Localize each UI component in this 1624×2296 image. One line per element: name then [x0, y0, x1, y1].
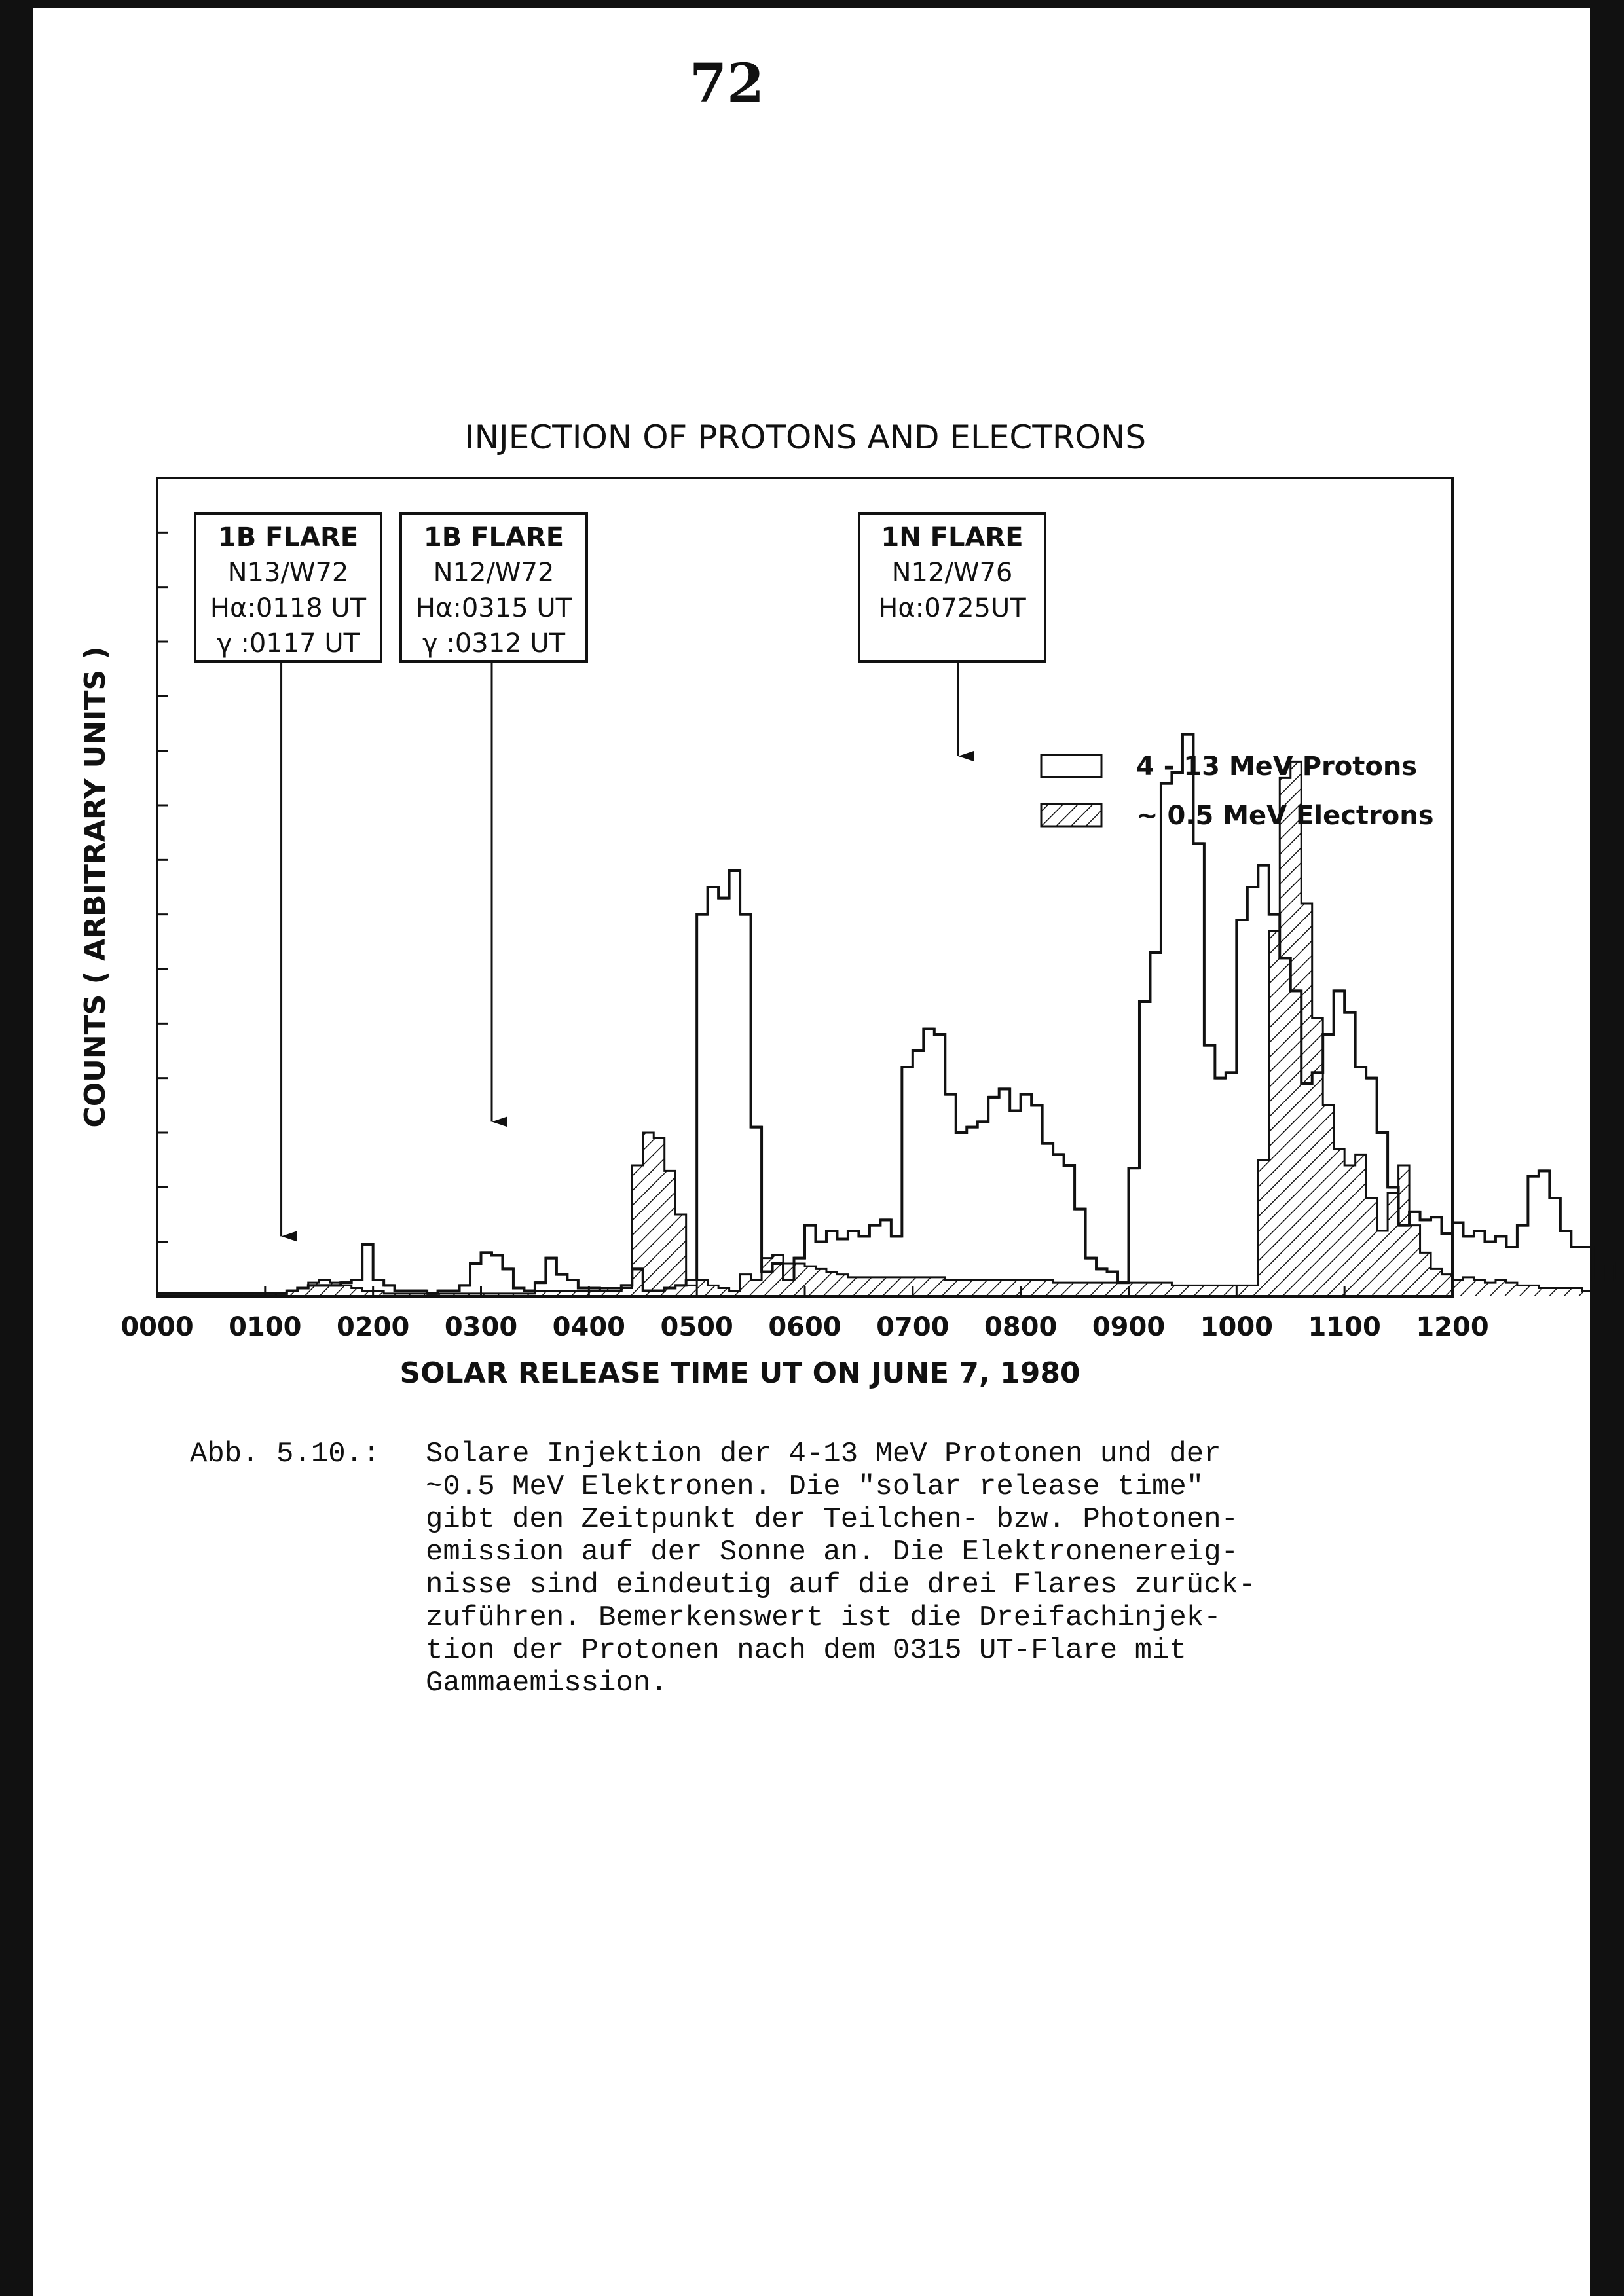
legend	[1041, 752, 1434, 831]
electron-bar	[740, 1275, 750, 1296]
x-tick-label: 1000	[1200, 1312, 1273, 1342]
electron-bar	[848, 1277, 858, 1296]
electron-bar	[1571, 1288, 1581, 1297]
electron-bar	[902, 1277, 912, 1296]
electron-bar	[654, 1138, 664, 1296]
electron-bar	[1539, 1288, 1549, 1297]
electron-bar	[1204, 1285, 1215, 1296]
flare-box-line: N13/W72	[227, 558, 349, 588]
flare-box-line: Hα:0725UT	[878, 593, 1026, 623]
electron-bar	[1496, 1280, 1506, 1296]
flare-annotations	[195, 513, 1045, 1236]
electron-bar	[1485, 1283, 1495, 1296]
electron-bar	[632, 1165, 642, 1296]
electron-bar	[805, 1266, 815, 1296]
electron-bar	[967, 1280, 977, 1296]
electron-bar	[1053, 1283, 1063, 1296]
electron-bar	[1043, 1280, 1053, 1296]
electron-bar	[1107, 1283, 1118, 1296]
electron-series	[157, 761, 1624, 1296]
caption-line: tion der Protonen nach dem 0315 UT-Flare mit	[426, 1634, 1187, 1667]
flare-box-line: γ :0312 UT	[422, 629, 566, 659]
electron-bar	[913, 1277, 923, 1296]
flare-box-line: N12/W72	[433, 558, 555, 588]
flare-box-line: 1B FLARE	[217, 522, 359, 553]
electron-bar	[621, 1288, 632, 1297]
electron-bar	[1474, 1280, 1485, 1296]
electron-bar	[1226, 1285, 1236, 1296]
electron-bar	[1323, 1105, 1333, 1296]
caption-line: Solare Injektion der 4-13 MeV Protonen und der	[426, 1438, 1221, 1470]
electron-bar	[923, 1277, 934, 1296]
x-axis-tick-labels	[120, 1312, 1488, 1342]
x-tick-label: 0000	[120, 1312, 194, 1342]
x-tick-label: 0200	[337, 1312, 410, 1342]
electron-bar	[1010, 1280, 1020, 1296]
electron-bar	[1442, 1275, 1452, 1296]
electron-bar	[1269, 931, 1280, 1296]
electron-bar	[794, 1264, 805, 1296]
caption-line: ~0.5 MeV Elektronen. Die "solar release time"	[426, 1470, 1204, 1503]
electron-bar	[1258, 1160, 1268, 1296]
electron-bar	[891, 1277, 902, 1296]
x-tick-label: 0100	[229, 1312, 302, 1342]
flare-box-line: 1N FLARE	[881, 522, 1024, 553]
electron-bar	[999, 1280, 1010, 1296]
caption-line: gibt den Zeitpunkt der Teilchen- bzw. Photonen-	[426, 1503, 1239, 1536]
electron-bar	[1506, 1283, 1517, 1296]
electron-bar	[826, 1272, 837, 1297]
caption-line: emission auf der Sonne an. Die Elektronenereig-	[426, 1536, 1239, 1569]
x-tick-label: 0900	[1092, 1312, 1166, 1342]
x-tick-label: 1200	[1416, 1312, 1489, 1342]
legend-electrons-swatch	[1041, 804, 1101, 826]
electron-bar	[773, 1256, 783, 1297]
flare-box-line: γ :0117 UT	[216, 629, 360, 659]
electron-bar	[1021, 1280, 1031, 1296]
electron-bar	[1215, 1285, 1225, 1296]
page-number: 72	[689, 52, 765, 115]
electron-bar	[870, 1277, 880, 1296]
caption-text	[426, 1438, 1255, 1700]
electron-bar	[978, 1280, 988, 1296]
electron-bar	[1183, 1285, 1193, 1296]
electron-bar	[1236, 1285, 1247, 1296]
x-tick-label: 0700	[876, 1312, 950, 1342]
electron-bar	[1463, 1277, 1473, 1296]
electron-bar	[1344, 1165, 1355, 1296]
electron-bar	[1301, 903, 1312, 1296]
x-tick-label: 0800	[984, 1312, 1058, 1342]
electron-bar	[1334, 1149, 1344, 1296]
electron-bar	[1172, 1285, 1182, 1296]
electron-bar	[1150, 1283, 1160, 1296]
electron-bar	[341, 1285, 351, 1296]
electron-bar	[1031, 1280, 1042, 1296]
electron-bar	[600, 1288, 610, 1297]
electron-bar	[1399, 1165, 1409, 1296]
electron-bar	[1086, 1283, 1096, 1296]
flare-box-line: Hα:0118 UT	[210, 593, 367, 623]
x-axis-label: SOLAR RELEASE TIME UT ON JUNE 7, 1980	[399, 1357, 1080, 1390]
electron-bar	[1129, 1283, 1139, 1296]
electron-bar	[934, 1277, 945, 1296]
electron-bar	[1356, 1154, 1366, 1296]
electron-bar	[1280, 778, 1290, 1296]
electron-bar	[762, 1258, 772, 1296]
electron-bar	[610, 1288, 621, 1297]
x-tick-label: 1100	[1308, 1312, 1381, 1342]
x-tick-label: 0400	[552, 1312, 625, 1342]
electron-bar	[1312, 1018, 1323, 1296]
electron-bar	[1161, 1283, 1172, 1296]
electron-bar	[751, 1280, 762, 1296]
electron-bar	[1452, 1280, 1463, 1296]
electron-bar	[956, 1280, 967, 1296]
electron-bar	[880, 1277, 891, 1296]
electron-bar	[643, 1133, 654, 1296]
electron-bar	[1409, 1226, 1420, 1296]
electron-bar	[1420, 1252, 1431, 1296]
electron-bar	[1291, 761, 1301, 1296]
caption-line: nisse sind eindeutig auf die drei Flares zurück-	[426, 1569, 1256, 1601]
caption-line: Gammaemission.	[426, 1667, 668, 1700]
flare-box-1	[195, 513, 381, 1236]
y-axis-ticks	[157, 478, 168, 1242]
electron-bar	[697, 1280, 707, 1296]
electron-bar	[837, 1275, 847, 1296]
electron-bar	[858, 1277, 869, 1296]
legend-electrons-label: ~ 0.5 MeV Electrons	[1136, 801, 1434, 831]
y-axis-label: COUNTS ( ARBITRARY UNITS )	[79, 646, 112, 1128]
electron-bar	[1139, 1283, 1150, 1296]
flare-box-3	[859, 513, 1045, 756]
x-tick-label: 0600	[768, 1312, 841, 1342]
electron-bar	[945, 1280, 955, 1296]
caption-label: Abb. 5.10.:	[190, 1438, 380, 1470]
electron-bar	[1075, 1283, 1085, 1296]
electron-bar	[1517, 1285, 1528, 1296]
legend-protons-swatch	[1041, 755, 1101, 777]
electron-bar	[686, 1285, 697, 1296]
electron-bar	[675, 1214, 686, 1296]
x-tick-label: 0500	[660, 1312, 733, 1342]
chart-title: INJECTION OF PROTONS AND ELECTRONS	[464, 418, 1147, 456]
electron-bar	[1247, 1285, 1258, 1296]
electron-bar	[1118, 1283, 1128, 1296]
electron-bar	[815, 1269, 826, 1296]
electron-bar	[1366, 1198, 1376, 1296]
electron-bar	[1064, 1283, 1075, 1296]
electron-bar	[1388, 1193, 1398, 1296]
caption-line: zuführen. Bemerkenswert ist die Dreifachinjek-	[426, 1601, 1221, 1634]
electron-bar	[988, 1280, 999, 1296]
electron-bar	[1560, 1288, 1571, 1297]
flare-box-line: N12/W76	[891, 558, 1013, 588]
electron-bar	[352, 1288, 362, 1297]
electron-bar	[1528, 1285, 1538, 1296]
x-tick-label: 0300	[444, 1312, 518, 1342]
legend-protons-label: 4 - 13 MeV Protons	[1136, 752, 1418, 782]
electron-bar	[1431, 1269, 1441, 1296]
electron-bar	[1549, 1288, 1560, 1297]
electron-bar	[319, 1280, 329, 1296]
flare-box-2	[401, 513, 587, 1121]
flare-box-line: Hα:0315 UT	[415, 593, 572, 623]
electron-bar	[665, 1171, 675, 1296]
electron-bar	[718, 1288, 729, 1297]
flare-box-line: 1B FLARE	[423, 522, 564, 553]
electron-bar	[1377, 1231, 1388, 1296]
electron-bar	[1096, 1283, 1107, 1296]
electron-bar	[1193, 1285, 1204, 1296]
electron-bar	[708, 1285, 718, 1296]
